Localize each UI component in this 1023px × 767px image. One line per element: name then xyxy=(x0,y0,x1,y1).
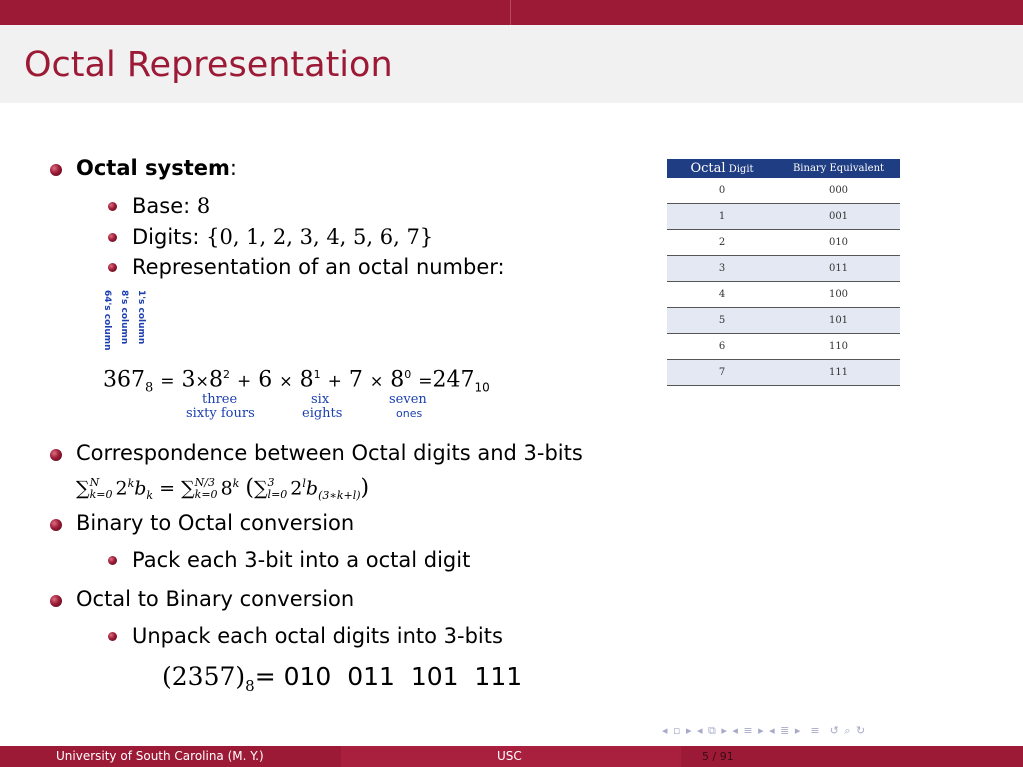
sub-bullet-icon xyxy=(108,556,117,565)
column-label-eights: 8's column xyxy=(119,290,129,345)
bullet-unpack: Unpack each octal digits into 3-bits xyxy=(132,624,503,648)
navigation-controls xyxy=(662,724,866,738)
table-cell-octal-digit: 6 xyxy=(667,334,777,360)
exponent: k xyxy=(232,477,240,490)
sum-lower: l=0 xyxy=(267,488,288,502)
bit-symbol: b xyxy=(134,477,147,500)
top-bar-divider xyxy=(510,0,511,25)
label-eights: eights xyxy=(302,406,343,421)
example-lhs: (2357) xyxy=(162,662,246,691)
nav-search-icon[interactable]: ↺ ⌕ ↻ xyxy=(829,724,867,737)
bullet-digits xyxy=(132,227,433,248)
label-six: six xyxy=(311,392,330,407)
correspondence-formula xyxy=(76,470,369,510)
table-row xyxy=(667,204,900,230)
bullet-pack: Pack each 3-bit into a octal digit xyxy=(132,548,471,572)
sum-upper: N/3 xyxy=(194,476,216,490)
term: 8 xyxy=(220,477,233,500)
exponent: 0 xyxy=(404,368,412,381)
bullet-digits-value: {0, 1, 2, 3, 4, 5, 6, 7} xyxy=(206,225,434,249)
table-cell-octal-digit: 0 xyxy=(667,178,777,204)
times-sign: × xyxy=(279,371,293,391)
equals-sign: = xyxy=(418,371,433,392)
paren: ) xyxy=(360,475,370,501)
octal-binary-table xyxy=(667,159,900,386)
times-sign: × xyxy=(369,371,384,391)
expansion-equation xyxy=(103,369,490,395)
sub-bullet-icon xyxy=(108,233,117,242)
colon: : xyxy=(229,156,237,180)
sub-bullet-icon xyxy=(108,202,117,211)
sum-lower: k=0 xyxy=(194,488,218,502)
footer-center: USC xyxy=(497,749,522,763)
label-sixty-fours: sixty fours xyxy=(186,406,255,421)
digit-six: 6 xyxy=(258,367,273,393)
column-label-ones: 1's column xyxy=(136,290,146,345)
paren: ( xyxy=(245,475,254,501)
footer-institution: University of South Carolina (M. Y.) xyxy=(56,749,264,763)
label-three: three xyxy=(202,392,238,407)
plus-sign: + xyxy=(327,371,342,392)
nav-prev-frame-icon[interactable]: ◂ ▫ ▸ xyxy=(662,724,693,737)
bullet-octal-to-binary: Octal to Binary conversion xyxy=(76,587,355,611)
sum-upper: N xyxy=(89,476,100,490)
table-cell-binary: 011 xyxy=(777,256,900,282)
table-body xyxy=(667,178,900,386)
bullet-icon xyxy=(50,164,62,176)
table-cell-binary: 100 xyxy=(777,282,900,308)
table-cell-octal-digit: 2 xyxy=(667,230,777,256)
label-seven: seven xyxy=(389,392,427,407)
base-eight: 8 xyxy=(208,367,223,393)
table-cell-octal-digit: 4 xyxy=(667,282,777,308)
sum-symbol: ∑ xyxy=(181,477,195,500)
base-eight: 8 xyxy=(390,367,405,393)
sum-upper: 3 xyxy=(267,476,275,490)
table-row xyxy=(667,360,900,386)
nav-document-icon[interactable]: ≡ xyxy=(805,724,826,737)
bullet-octal-system xyxy=(76,158,237,179)
decimal-result-base: 10 xyxy=(474,380,490,395)
table-header-binary: Binary Equivalent xyxy=(777,159,900,178)
table-cell-octal-digit: 5 xyxy=(667,308,777,334)
top-bar xyxy=(0,0,1023,25)
slide-title: Octal Representation xyxy=(24,45,393,85)
subscript: (3∗k+l) xyxy=(318,489,361,503)
table-row xyxy=(667,308,900,334)
table-row xyxy=(667,256,900,282)
octal-number: 367 xyxy=(103,367,145,393)
term: 2 xyxy=(290,477,303,500)
footer-bar xyxy=(0,746,1023,767)
table-cell-octal-digit: 3 xyxy=(667,256,777,282)
table-row xyxy=(667,334,900,360)
table-cell-binary: 110 xyxy=(777,334,900,360)
table-cell-binary: 001 xyxy=(777,204,900,230)
equals-sign: = xyxy=(254,662,276,691)
header-octal-word: Octal xyxy=(690,161,726,176)
exponent: 1 xyxy=(313,368,321,381)
sub-bullet-icon xyxy=(108,632,117,641)
octal-number-base: 8 xyxy=(145,380,154,396)
table-cell-octal-digit: 1 xyxy=(667,204,777,230)
table-cell-binary: 101 xyxy=(777,308,900,334)
header-digit-word: Digit xyxy=(728,164,754,175)
example-base: 8 xyxy=(245,677,255,695)
bullet-representation: Representation of an octal number: xyxy=(132,255,505,279)
table-cell-binary: 111 xyxy=(777,360,900,386)
footer-page-number: 5 / 91 xyxy=(702,750,734,763)
table-cell-octal-digit: 7 xyxy=(667,360,777,386)
digit-three: 3 xyxy=(181,367,196,393)
nav-prev-section-icon[interactable]: ◂ ≡ ▸ xyxy=(732,724,765,737)
exponent: k xyxy=(127,477,135,490)
table-header-row xyxy=(667,159,900,178)
table-cell-binary: 010 xyxy=(777,230,900,256)
nav-prev-part-icon[interactable]: ◂ ≣ ▸ xyxy=(769,724,802,737)
bullet-base-label: Base: xyxy=(132,194,191,218)
table-header-octal xyxy=(667,159,777,178)
bullet-icon xyxy=(50,595,62,607)
sum-lower: k=0 xyxy=(89,488,113,502)
equals-sign: = xyxy=(159,477,176,500)
bullet-octal-system-label: Octal system xyxy=(76,156,230,180)
bullet-base-value: 8 xyxy=(196,194,211,218)
bullet-icon xyxy=(50,519,62,531)
label-ones: ones xyxy=(396,407,423,420)
table-cell-binary: 000 xyxy=(777,178,900,204)
table-row xyxy=(667,282,900,308)
bullet-icon xyxy=(50,449,62,461)
times-sign: × xyxy=(195,371,209,391)
table-row xyxy=(667,178,900,204)
bit-symbol: b xyxy=(305,477,319,500)
sum-symbol: ∑ xyxy=(76,477,90,500)
example-rhs: 010 011 101 111 xyxy=(283,662,523,691)
subscript: k xyxy=(146,489,154,503)
equals-sign: = xyxy=(160,371,175,392)
sum-symbol: ∑ xyxy=(253,477,268,500)
decimal-result: 247 xyxy=(432,367,475,393)
base-eight: 8 xyxy=(299,367,314,393)
conversion-example xyxy=(162,664,522,694)
bullet-base xyxy=(132,196,210,217)
exponent: 2 xyxy=(222,368,230,381)
table-row xyxy=(667,230,900,256)
nav-prev-subsection-icon[interactable]: ◂ ⧉ ▸ xyxy=(697,724,728,737)
plus-sign: + xyxy=(236,371,252,392)
bullet-correspondence: Correspondence between Octal digits and 3-bits xyxy=(76,441,583,465)
bullet-digits-label: Digits: xyxy=(132,225,200,249)
exponent: l xyxy=(302,477,306,490)
digit-seven: 7 xyxy=(348,367,363,393)
bullet-binary-to-octal: Binary to Octal conversion xyxy=(76,511,355,535)
term: 2 xyxy=(115,477,128,500)
column-label-sixtyfours: 64's column xyxy=(102,290,112,351)
sub-bullet-icon xyxy=(108,263,117,272)
